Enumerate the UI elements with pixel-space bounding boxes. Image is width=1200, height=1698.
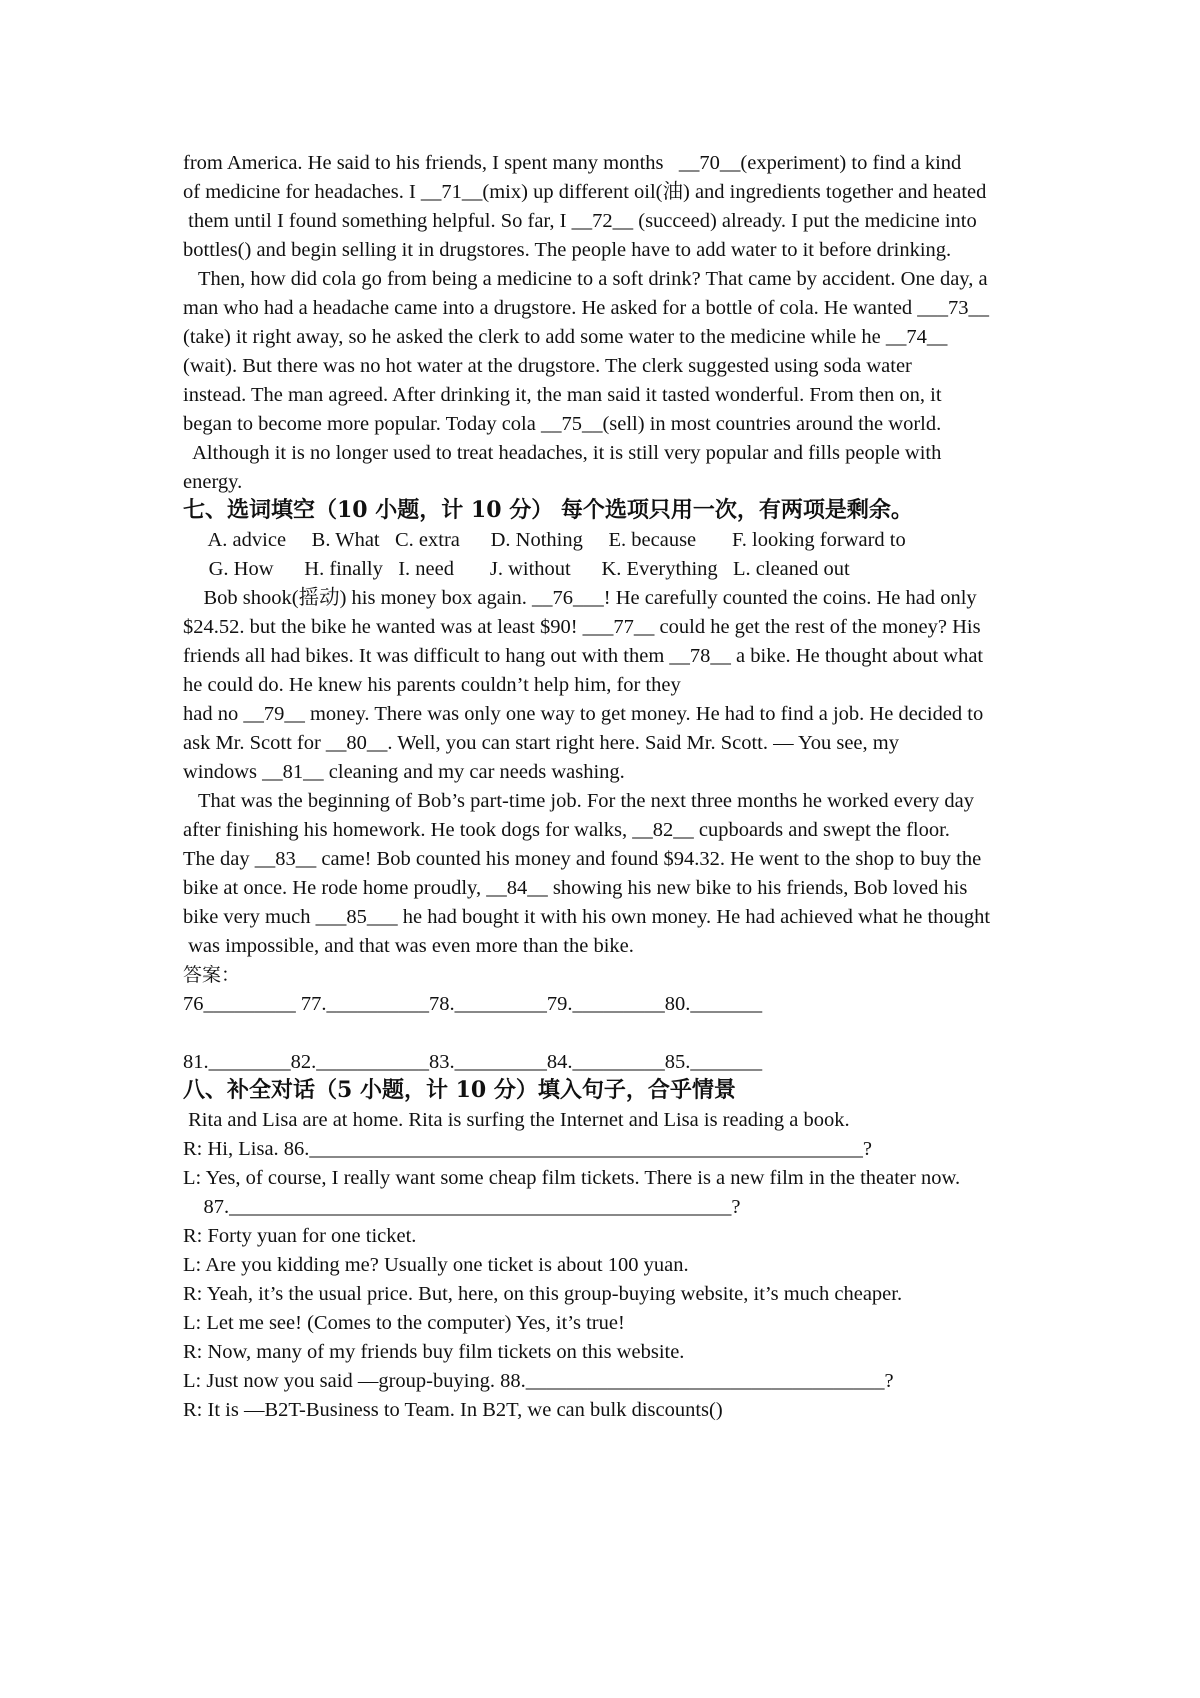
cloze-line: That was the beginning of Bob’s part-time job. For the next three months he worked every day — [183, 790, 974, 812]
passage-line: man who had a headache came into a drugstore. He asked for a bottle of cola. He wanted ___73__ — [183, 297, 990, 319]
section-8-heading: 八、补全对话（5 小题，计 10 分）填入句子，合乎情景 — [183, 1077, 736, 1103]
passage-line: them until I found something helpful. So far, I __72__ (succeed) already. I put the medicine into — [183, 210, 977, 232]
word-bank-row: G. How H. finally I. need J. without K. Everything L. cleaned out — [183, 558, 850, 580]
passage-line: Then, how did cola go from being a medicine to a soft drink? That came by accident. One day, a — [183, 268, 988, 290]
cloze-line: bike at once. He rode home proudly, __84__ showing his new bike to his friends, Bob loved his — [183, 877, 968, 899]
dialogue-line[interactable]: L: Just now you said —group-buying. 88.___________________________________? — [183, 1370, 894, 1392]
cloze-line: Bob shook(摇动) his money box again. __76___! He carefully counted the coins. He had only — [183, 587, 977, 609]
cloze-line: he could do. He knew his parents couldn’t help him, for they — [183, 674, 681, 696]
passage-line: of medicine for headaches. I __71__(mix) up different oil(油) and ingredients together and heated — [183, 181, 987, 203]
dialogue-line[interactable]: R: Hi, Lisa. 86.______________________________________________________? — [183, 1138, 873, 1160]
passage-line: began to become more popular. Today cola __75__(sell) in most countries around the world. — [183, 413, 942, 435]
passage-line: bottles() and begin selling it in drugstores. The people have to add water to it before drinking. — [183, 239, 952, 261]
passage-line: (wait). But there was no hot water at the drugstore. The clerk suggested using soda water — [183, 355, 912, 377]
cloze-line: The day __83__ came! Bob counted his money and found $94.32. He went to the shop to buy the — [183, 848, 982, 870]
passage-line: instead. The man agreed. After drinking it, the man said it tasted wonderful. From then on, it — [183, 384, 942, 406]
passage-line: from America. He said to his friends, I spent many months __70__(experiment) to find a kind — [183, 152, 962, 174]
cloze-line: after finishing his homework. He took dogs for walks, __82__ cupboards and swept the floor. — [183, 819, 950, 841]
dialogue-line: L: Are you kidding me? Usually one ticket is about 100 yuan. — [183, 1254, 689, 1276]
cloze-line: bike very much ___85___ he had bought it with his own money. He had achieved what he thought — [183, 906, 991, 928]
cloze-line: windows __81__ cleaning and my car needs washing. — [183, 761, 625, 783]
passage-line: Although it is no longer used to treat headaches, it is still very popular and fills people with — [183, 442, 942, 464]
passage-line: energy. — [183, 471, 243, 493]
dialogue-line: L: Let me see! (Comes to the computer) Yes, it’s true! — [183, 1312, 625, 1334]
dialogue-line[interactable]: 87._________________________________________________? — [183, 1196, 741, 1218]
dialogue-line: R: Forty yuan for one ticket. — [183, 1225, 417, 1247]
answer-blanks-row[interactable]: 81.________82.___________83._________84._________85._______ — [183, 1051, 763, 1073]
answer-label: 答案： — [183, 964, 241, 986]
dialogue-line: Rita and Lisa are at home. Rita is surfing the Internet and Lisa is reading a book. — [183, 1109, 850, 1131]
passage-line: (take) it right away, so he asked the clerk to add some water to the medicine while he __74__ — [183, 326, 948, 348]
section-7-heading: 七、选词填空（10 小题，计 10 分） 每个选项只用一次，有两项是剩余。 — [183, 497, 913, 523]
cloze-line: ask Mr. Scott for __80__. Well, you can start right here. Said Mr. Scott. — You see, my — [183, 732, 899, 754]
dialogue-line: L: Yes, of course, I really want some cheap film tickets. There is a new film in the theater now. — [183, 1167, 961, 1189]
word-bank-row: A. advice B. What C. extra D. Nothing E. because F. looking forward to — [183, 529, 906, 551]
dialogue-line: R: It is —B2T-Business to Team. In B2T, we can bulk discounts() — [183, 1399, 723, 1421]
cloze-line: had no __79__ money. There was only one way to get money. He had to find a job. He decided to — [183, 703, 984, 725]
cloze-line: $24.52. but the bike he wanted was at least $90! ___77__ could he get the rest of the money? His — [183, 616, 981, 638]
dialogue-line: R: Now, many of my friends buy film tickets on this website. — [183, 1341, 685, 1363]
answer-blanks-row[interactable]: 76_________ 77.__________78._________79._________80._______ — [183, 993, 763, 1015]
dialogue-line: R: Yeah, it’s the usual price. But, here, on this group-buying website, it’s much cheaper. — [183, 1283, 903, 1305]
cloze-line: friends all had bikes. It was difficult to hang out with them __78__ a bike. He thought about what — [183, 645, 984, 667]
cloze-line: was impossible, and that was even more than the bike. — [183, 935, 634, 957]
